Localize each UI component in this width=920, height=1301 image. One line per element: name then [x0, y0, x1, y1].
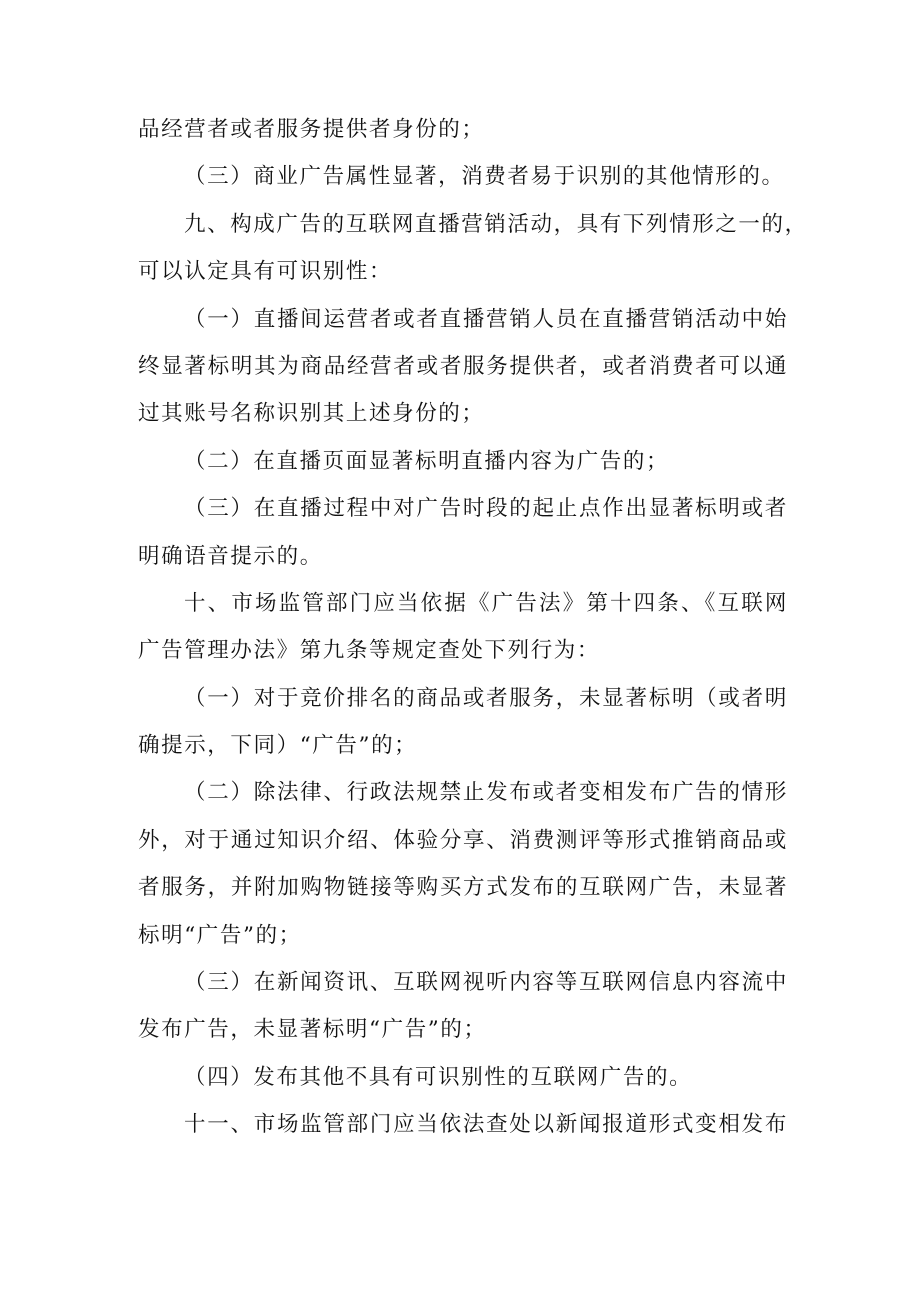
text-line: 终显著标明其为商品经营者或者服务提供者，或者消费者可以通	[138, 353, 788, 379]
text-line: 标明“广告”的；	[138, 922, 302, 948]
text-line: 过其账号名称识别其上述身份的；	[138, 401, 485, 427]
text-line: （二）除法律、行政法规禁止发布或者变相发布广告的情形	[184, 780, 788, 806]
text-line: （一）直播间运营者或者直播营销人员在直播营销活动中始	[184, 306, 788, 332]
text-line: （四）发布其他不具有可识别性的互联网广告的。	[184, 1064, 693, 1090]
text-line: 九、构成广告的互联网直播营销活动，具有下列情形之一的，	[184, 211, 808, 237]
text-line: （三）在新闻资讯、互联网视听内容等互联网信息内容流中	[184, 970, 788, 996]
text-line: （二）在直播页面显著标明直播内容为广告的；	[184, 448, 670, 474]
text-line: 外，对于通过知识介绍、体验分享、消费测评等形式推销商品或	[138, 827, 788, 853]
text-line: 确提示，下同）“广告”的；	[138, 733, 418, 759]
text-line: （一）对于竞价排名的商品或者服务，未显著标明（或者明	[184, 685, 788, 711]
text-line: 十、市场监管部门应当依据《广告法》第十四条、《互联网	[184, 590, 788, 616]
text-line: 发布广告，未显著标明“广告”的；	[138, 1017, 487, 1043]
text-line: 广告管理办法》第九条等规定查处下列行为：	[138, 638, 601, 664]
text-line: 可以认定具有可识别性：	[138, 259, 393, 285]
text-line: 品经营者或者服务提供者身份的；	[138, 117, 485, 142]
text-line: （三）商业广告属性显著，消费者易于识别的其他情形的。	[184, 164, 785, 190]
text-line: 者服务，并附加购物链接等购买方式发布的互联网广告，未显著	[138, 875, 788, 901]
text-line: 十一、市场监管部门应当依法查处以新闻报道形式变相发布	[184, 1112, 788, 1138]
text-line: 明确语音提示的。	[138, 543, 323, 569]
text-line: （三）在直播过程中对广告时段的起止点作出显著标明或者	[184, 496, 788, 522]
document-body	[138, 106, 808, 1149]
